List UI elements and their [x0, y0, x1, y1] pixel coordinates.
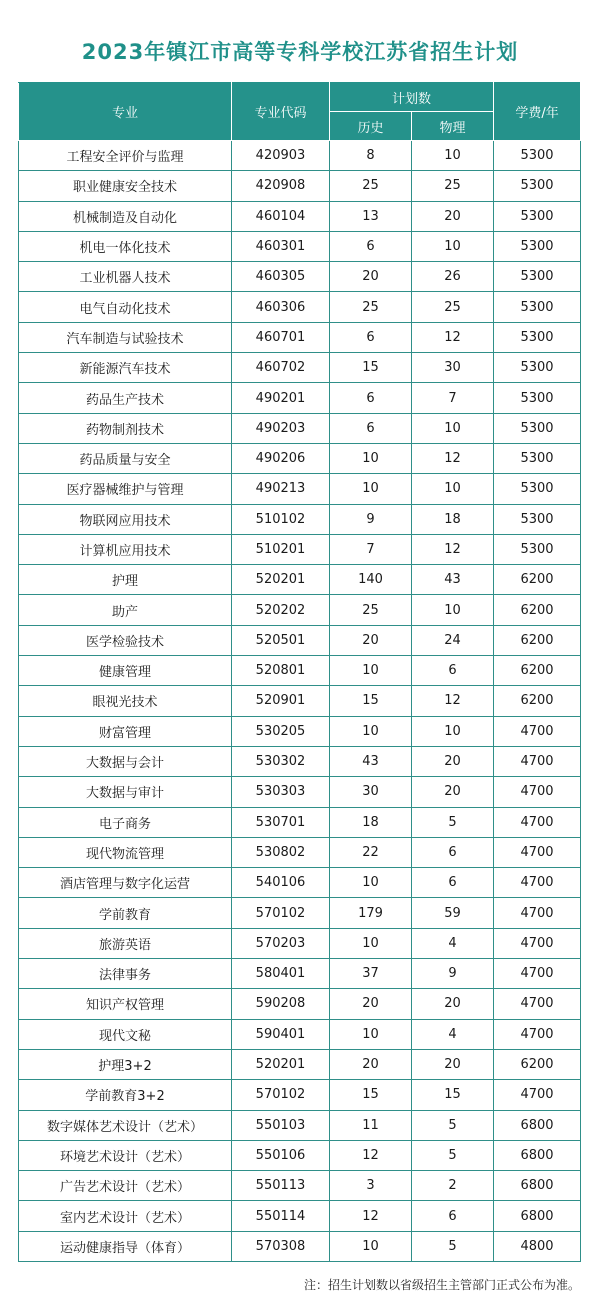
cell-code: 460301: [232, 231, 330, 261]
cell-code: 420903: [232, 141, 330, 171]
enrollment-plan-table: [18, 82, 581, 1262]
table-row: [19, 1110, 581, 1140]
table-body: [19, 141, 581, 1262]
cell-physics: 5: [412, 1140, 494, 1170]
cell-history: 6: [330, 322, 412, 352]
cell-physics: 5: [412, 1231, 494, 1261]
cell-major: 机械制造及自动化: [19, 201, 232, 231]
table-row: [19, 1080, 581, 1110]
cell-major: 数字媒体艺术设计（艺术）: [19, 1110, 232, 1140]
cell-physics: 20: [412, 1049, 494, 1079]
cell-code: 460104: [232, 201, 330, 231]
cell-physics: 4: [412, 1019, 494, 1049]
cell-major: 医学检验技术: [19, 625, 232, 655]
cell-major: 护理: [19, 565, 232, 595]
header-history: 历史: [330, 112, 412, 141]
table-row: [19, 898, 581, 928]
cell-code: 530701: [232, 807, 330, 837]
cell-physics: 5: [412, 1110, 494, 1140]
cell-major: 旅游英语: [19, 928, 232, 958]
cell-major: 医疗器械维护与管理: [19, 474, 232, 504]
cell-physics: 5: [412, 807, 494, 837]
table-row: [19, 686, 581, 716]
cell-physics: 6: [412, 656, 494, 686]
cell-fee: 6800: [494, 1110, 581, 1140]
table-row: [19, 716, 581, 746]
cell-code: 530302: [232, 746, 330, 776]
cell-physics: 10: [412, 474, 494, 504]
cell-physics: 9: [412, 959, 494, 989]
cell-code: 520201: [232, 565, 330, 595]
cell-code: 510201: [232, 534, 330, 564]
cell-history: 10: [330, 716, 412, 746]
cell-fee: 4700: [494, 928, 581, 958]
cell-major: 大数据与会计: [19, 746, 232, 776]
cell-fee: 4700: [494, 1080, 581, 1110]
cell-history: 30: [330, 777, 412, 807]
cell-code: 530303: [232, 777, 330, 807]
cell-history: 20: [330, 262, 412, 292]
cell-major: 电气自动化技术: [19, 292, 232, 322]
table-row: [19, 534, 581, 564]
cell-code: 590401: [232, 1019, 330, 1049]
cell-physics: 12: [412, 686, 494, 716]
cell-code: 520501: [232, 625, 330, 655]
table-row: [19, 1019, 581, 1049]
cell-major: 酒店管理与数字化运营: [19, 868, 232, 898]
cell-fee: 5300: [494, 443, 581, 473]
footnote: 注：招生计划数以省级招生主管部门正式公布为准。: [303, 1278, 580, 1292]
cell-history: 20: [330, 1049, 412, 1079]
cell-major: 学前教育3+2: [19, 1080, 232, 1110]
cell-code: 520202: [232, 595, 330, 625]
cell-code: 490206: [232, 443, 330, 473]
cell-code: 550106: [232, 1140, 330, 1170]
cell-code: 530205: [232, 716, 330, 746]
cell-major: 运动健康指导（体育）: [19, 1231, 232, 1261]
cell-physics: 25: [412, 171, 494, 201]
cell-code: 540106: [232, 868, 330, 898]
table-row: [19, 141, 581, 171]
cell-physics: 10: [412, 141, 494, 171]
table-row: [19, 656, 581, 686]
cell-physics: 26: [412, 262, 494, 292]
table-row: [19, 989, 581, 1019]
cell-history: 18: [330, 807, 412, 837]
cell-physics: 6: [412, 1201, 494, 1231]
cell-major: 物联网应用技术: [19, 504, 232, 534]
cell-history: 25: [330, 171, 412, 201]
cell-code: 580401: [232, 959, 330, 989]
cell-history: 25: [330, 292, 412, 322]
cell-history: 22: [330, 837, 412, 867]
table-row: [19, 353, 581, 383]
table-row: [19, 777, 581, 807]
cell-history: 10: [330, 868, 412, 898]
cell-fee: 6200: [494, 656, 581, 686]
cell-major: 财富管理: [19, 716, 232, 746]
cell-major: 药品生产技术: [19, 383, 232, 413]
cell-history: 10: [330, 1231, 412, 1261]
cell-physics: 10: [412, 231, 494, 261]
cell-fee: 4700: [494, 959, 581, 989]
table-row: [19, 504, 581, 534]
cell-fee: 6200: [494, 686, 581, 716]
cell-major: 职业健康安全技术: [19, 171, 232, 201]
table-row: [19, 413, 581, 443]
cell-history: 13: [330, 201, 412, 231]
cell-fee: 4700: [494, 777, 581, 807]
cell-fee: 6200: [494, 625, 581, 655]
cell-code: 590208: [232, 989, 330, 1019]
cell-code: 420908: [232, 171, 330, 201]
table-row: [19, 171, 581, 201]
cell-fee: 6800: [494, 1171, 581, 1201]
table-row: [19, 292, 581, 322]
cell-physics: 25: [412, 292, 494, 322]
table-row: [19, 201, 581, 231]
cell-major: 学前教育: [19, 898, 232, 928]
cell-physics: 59: [412, 898, 494, 928]
table-row: [19, 474, 581, 504]
table-row: [19, 959, 581, 989]
cell-history: 37: [330, 959, 412, 989]
cell-fee: 5300: [494, 383, 581, 413]
table-header: [19, 83, 581, 141]
cell-history: 6: [330, 383, 412, 413]
cell-major: 工业机器人技术: [19, 262, 232, 292]
table-row: [19, 746, 581, 776]
cell-major: 室内艺术设计（艺术）: [19, 1201, 232, 1231]
cell-major: 广告艺术设计（艺术）: [19, 1171, 232, 1201]
cell-physics: 10: [412, 595, 494, 625]
cell-physics: 4: [412, 928, 494, 958]
cell-fee: 4700: [494, 746, 581, 776]
table-row: [19, 595, 581, 625]
cell-code: 520901: [232, 686, 330, 716]
cell-physics: 10: [412, 413, 494, 443]
cell-history: 20: [330, 989, 412, 1019]
cell-history: 6: [330, 413, 412, 443]
cell-history: 140: [330, 565, 412, 595]
cell-physics: 20: [412, 989, 494, 1019]
table-row: [19, 1201, 581, 1231]
cell-fee: 6800: [494, 1140, 581, 1170]
table-row: [19, 1049, 581, 1079]
cell-code: 520801: [232, 656, 330, 686]
cell-fee: 4700: [494, 898, 581, 928]
table-row: [19, 1231, 581, 1261]
cell-fee: 4700: [494, 989, 581, 1019]
cell-fee: 4700: [494, 837, 581, 867]
cell-fee: 6200: [494, 565, 581, 595]
cell-code: 530802: [232, 837, 330, 867]
cell-history: 10: [330, 443, 412, 473]
cell-fee: 6200: [494, 595, 581, 625]
cell-code: 570308: [232, 1231, 330, 1261]
table-row: [19, 928, 581, 958]
cell-code: 460702: [232, 353, 330, 383]
cell-major: 知识产权管理: [19, 989, 232, 1019]
cell-major: 大数据与审计: [19, 777, 232, 807]
cell-physics: 7: [412, 383, 494, 413]
cell-physics: 2: [412, 1171, 494, 1201]
cell-major: 眼视光技术: [19, 686, 232, 716]
cell-fee: 5300: [494, 413, 581, 443]
cell-code: 570102: [232, 898, 330, 928]
cell-physics: 20: [412, 201, 494, 231]
cell-code: 520201: [232, 1049, 330, 1079]
cell-code: 490203: [232, 413, 330, 443]
cell-major: 护理3+2: [19, 1049, 232, 1079]
cell-major: 工程安全评价与监理: [19, 141, 232, 171]
cell-major: 汽车制造与试验技术: [19, 322, 232, 352]
header-plan: 计划数: [330, 83, 494, 112]
cell-physics: 10: [412, 716, 494, 746]
cell-fee: 5300: [494, 201, 581, 231]
cell-major: 现代物流管理: [19, 837, 232, 867]
cell-physics: 15: [412, 1080, 494, 1110]
cell-major: 药品质量与安全: [19, 443, 232, 473]
cell-major: 电子商务: [19, 807, 232, 837]
cell-code: 550103: [232, 1110, 330, 1140]
table-row: [19, 868, 581, 898]
table-row: [19, 262, 581, 292]
table-row: [19, 383, 581, 413]
cell-code: 460701: [232, 322, 330, 352]
cell-major: 计算机应用技术: [19, 534, 232, 564]
cell-fee: 5300: [494, 141, 581, 171]
cell-major: 助产: [19, 595, 232, 625]
cell-history: 6: [330, 231, 412, 261]
cell-physics: 12: [412, 534, 494, 564]
cell-fee: 4700: [494, 716, 581, 746]
cell-code: 550113: [232, 1171, 330, 1201]
cell-history: 11: [330, 1110, 412, 1140]
cell-code: 460305: [232, 262, 330, 292]
table-row: [19, 231, 581, 261]
cell-fee: 5300: [494, 292, 581, 322]
cell-fee: 6200: [494, 1049, 581, 1079]
cell-history: 8: [330, 141, 412, 171]
cell-major: 环境艺术设计（艺术）: [19, 1140, 232, 1170]
cell-history: 43: [330, 746, 412, 776]
cell-history: 10: [330, 928, 412, 958]
cell-physics: 12: [412, 322, 494, 352]
cell-physics: 43: [412, 565, 494, 595]
cell-code: 460306: [232, 292, 330, 322]
table-row: [19, 443, 581, 473]
cell-fee: 5300: [494, 322, 581, 352]
cell-fee: 4700: [494, 868, 581, 898]
cell-fee: 5300: [494, 504, 581, 534]
cell-major: 现代文秘: [19, 1019, 232, 1049]
table-row: [19, 1171, 581, 1201]
cell-major: 健康管理: [19, 656, 232, 686]
cell-major: 药物制剂技术: [19, 413, 232, 443]
cell-fee: 5300: [494, 353, 581, 383]
table-row: [19, 625, 581, 655]
cell-history: 10: [330, 656, 412, 686]
cell-fee: 4800: [494, 1231, 581, 1261]
cell-physics: 20: [412, 777, 494, 807]
cell-history: 25: [330, 595, 412, 625]
cell-history: 15: [330, 686, 412, 716]
table-row: [19, 322, 581, 352]
cell-history: 12: [330, 1140, 412, 1170]
header-row-1: [19, 83, 581, 112]
table-row: [19, 807, 581, 837]
cell-physics: 24: [412, 625, 494, 655]
cell-history: 9: [330, 504, 412, 534]
table-row: [19, 837, 581, 867]
cell-code: 570203: [232, 928, 330, 958]
cell-fee: 5300: [494, 171, 581, 201]
cell-history: 3: [330, 1171, 412, 1201]
cell-history: 20: [330, 625, 412, 655]
cell-code: 550114: [232, 1201, 330, 1231]
header-physics: 物理: [412, 112, 494, 141]
cell-physics: 18: [412, 504, 494, 534]
header-code: 专业代码: [232, 83, 330, 141]
table-row: [19, 565, 581, 595]
cell-physics: 12: [412, 443, 494, 473]
cell-history: 12: [330, 1201, 412, 1231]
cell-physics: 20: [412, 746, 494, 776]
cell-physics: 6: [412, 868, 494, 898]
cell-fee: 5300: [494, 474, 581, 504]
header-fee: 学费/年: [494, 83, 581, 141]
cell-history: 15: [330, 1080, 412, 1110]
cell-history: 10: [330, 1019, 412, 1049]
cell-history: 15: [330, 353, 412, 383]
cell-major: 新能源汽车技术: [19, 353, 232, 383]
header-major: 专业: [19, 83, 232, 141]
cell-fee: 5300: [494, 534, 581, 564]
table-row: [19, 1140, 581, 1170]
cell-code: 490201: [232, 383, 330, 413]
cell-fee: 6800: [494, 1201, 581, 1231]
cell-history: 7: [330, 534, 412, 564]
cell-code: 510102: [232, 504, 330, 534]
cell-physics: 6: [412, 837, 494, 867]
cell-physics: 30: [412, 353, 494, 383]
cell-fee: 4700: [494, 807, 581, 837]
cell-history: 179: [330, 898, 412, 928]
cell-code: 570102: [232, 1080, 330, 1110]
page-title: 2023年镇江市高等专科学校江苏省招生计划: [81, 40, 519, 64]
cell-fee: 5300: [494, 262, 581, 292]
cell-code: 490213: [232, 474, 330, 504]
cell-major: 机电一体化技术: [19, 231, 232, 261]
cell-fee: 5300: [494, 231, 581, 261]
cell-fee: 4700: [494, 1019, 581, 1049]
cell-major: 法律事务: [19, 959, 232, 989]
cell-history: 10: [330, 474, 412, 504]
